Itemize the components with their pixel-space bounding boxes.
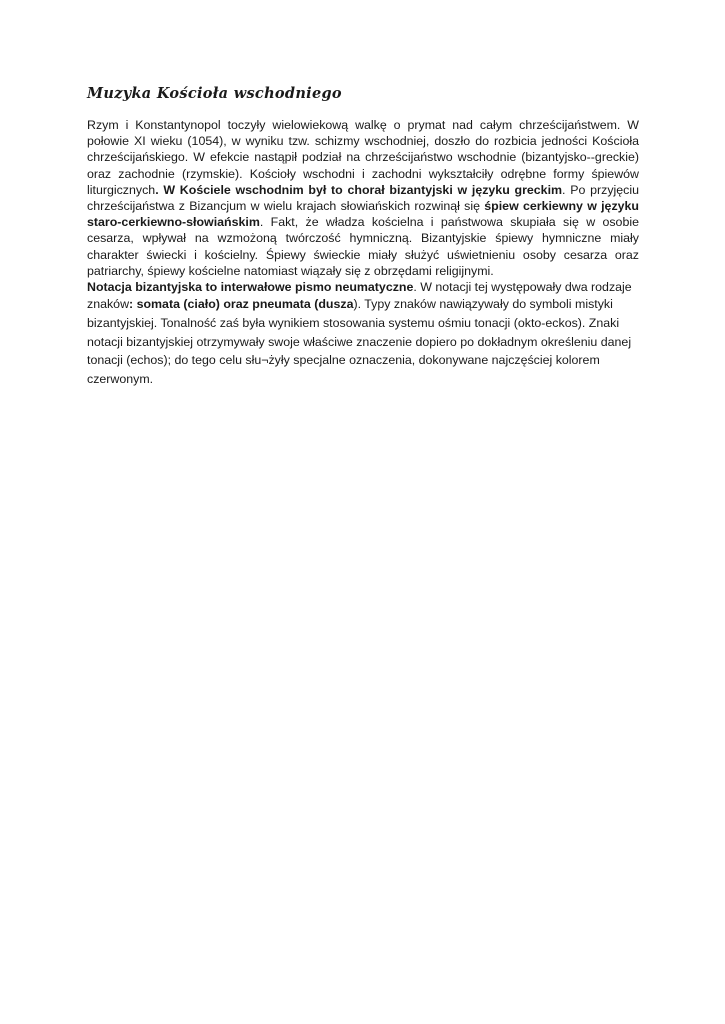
paragraph-text: Rzym i Konstantynopol toczyły wielowiekową walkę o prymat nad całym chrześcijaństwem. W połowie XI wieku (1054), w wyniku tzw. schizmy wschodniej, doszło do rozbicia jedności Kościoła chrześcijańskiego. W efekcie nastąpił podział na chrześcijaństwo wschodnie (bizantyjsko--greckie) oraz zachodnie (rzymskie). Kościoły wschodni i zachodni wykształciły odrębne formy śpiewów liturgicznych (87, 118, 639, 197)
bold-phrase: . W Kościele wschodnim był to chorał bizantyjski w języku greckim (155, 182, 563, 197)
paragraph-text: ). Typy znaków nawiązywały do symboli mistyki bizantyjskiej. Tonalność zaś była wynikiem stosowania systemu ośmiu tonacji (okto-eckos). Znaki notacji bizantyjskiej otrzymywały swoje właściwe znaczenie dopiero po dokładnym określeniu danej tonacji (echos); do tego celu słu¬żyły specjalne oznaczenia, dokonywane najczęściej kolorem czerwonym. (87, 297, 632, 386)
document-title: Muzyka Kościoła wschodniego (87, 85, 342, 102)
bold-phrase: : somata (ciało) oraz pneumata (dusza (129, 297, 354, 312)
paragraph-byzantine-notation (87, 279, 639, 388)
paragraph-continuation (87, 295, 639, 388)
paragraph-text: . Fakt, że władza kościelna i państwowa skupiała się w osobie cesarza, wpływał na wzmożoną twórczość hymniczną. Bizantyjskie śpiewy hymniczne miały charakter świecki i kościelny. Śpiewy świeckie miały służyć uświetnieniu osoby cesarza oraz patriarchy, śpiewy kościelne natomiast wiązały się z obrzędami religijnymi. (87, 215, 639, 278)
bold-phrase: Notacja bizantyjska to interwałowe pismo neumatyczne (87, 280, 414, 295)
paragraph-church-schism (87, 117, 639, 279)
paragraph-text: . Po przyjęciu chrześcijaństwa z Bizancjum w wielu krajach słowiańskich rozwinął się (87, 182, 640, 214)
paragraph-line (87, 279, 639, 295)
document-body (87, 117, 639, 388)
paragraph-text: znaków (87, 297, 130, 312)
paragraph-text: . W notacji tej występowały dwa rodzaje (413, 280, 632, 295)
bold-phrase: śpiew cerkiewny w języku staro-cerkiewno-słowiańskim (87, 199, 639, 230)
